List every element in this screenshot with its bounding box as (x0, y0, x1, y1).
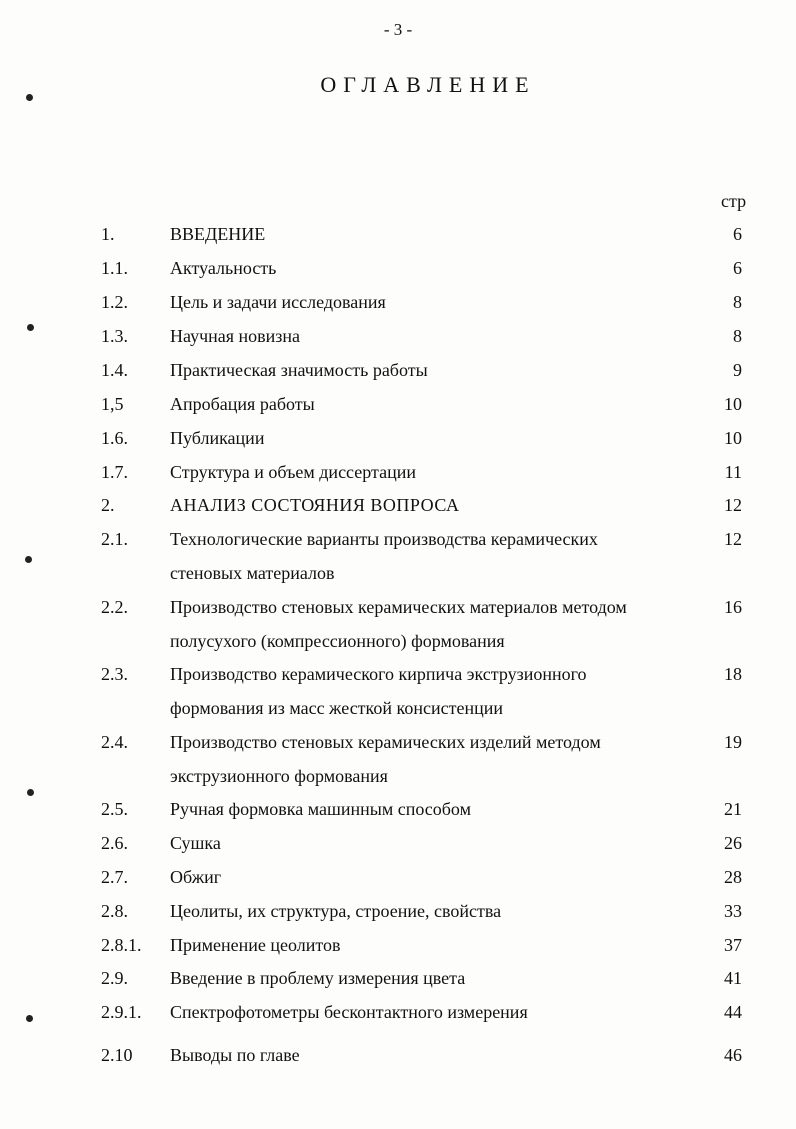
toc-entry-page: 26 (724, 833, 742, 853)
toc-entry-title: Технологические варианты производства керамических (170, 529, 598, 549)
binder-hole-mark (26, 94, 33, 101)
toc-entry-title-line2: экструзионного формования (170, 766, 388, 786)
toc-entry-number: 1.2. (101, 292, 128, 312)
toc-entry-title: Структура и объем диссертации (170, 462, 416, 482)
toc-entry-number: 2.8. (101, 901, 128, 921)
toc-entry-number: 2.6. (101, 833, 128, 853)
toc-entry-page: 28 (724, 867, 742, 887)
toc-entry-number: 1.7. (101, 462, 128, 482)
toc-entry-page: 16 (724, 597, 742, 617)
toc-entry-number: 2.9.1. (101, 1002, 142, 1022)
toc-entry-number: 2.1. (101, 529, 128, 549)
toc-entry-title: Цель и задачи исследования (170, 292, 386, 312)
toc-entry-title: Практическая значимость работы (170, 360, 428, 380)
toc-entry-number: 1,5 (101, 394, 124, 414)
toc-entry-page: 46 (724, 1045, 742, 1065)
toc-entry-number: 2.9. (101, 968, 128, 988)
toc-entry-page: 44 (724, 1002, 742, 1022)
toc-entry-number: 2.10 (101, 1045, 133, 1065)
toc-entry-title: Апробация работы (170, 394, 315, 414)
toc-entry-page: 10 (724, 428, 742, 448)
toc-entry-title: Актуальность (170, 258, 277, 278)
toc-entry-page: 18 (724, 664, 742, 684)
toc-entry-page: 33 (724, 901, 742, 921)
toc-entry-number: 2.4. (101, 732, 128, 752)
toc-entry-page: 6 (733, 258, 742, 278)
toc-entry-title: Публикации (170, 428, 265, 448)
toc-entry-title-line2: формования из масс жесткой консистенции (170, 698, 503, 718)
toc-entry-title: Применение цеолитов (170, 935, 341, 955)
binder-hole-mark (27, 789, 34, 796)
toc-entry-title: Выводы по главе (170, 1045, 300, 1065)
toc-entry-page: 12 (724, 495, 742, 515)
toc-entry-page: 37 (724, 935, 742, 955)
binder-hole-mark (26, 1015, 33, 1022)
toc-entry-number: 2.5. (101, 799, 128, 819)
binder-hole-mark (27, 324, 34, 331)
toc-entry-page: 19 (724, 732, 742, 752)
toc-entry-number: 2. (101, 495, 115, 515)
toc-entry-page: 41 (724, 968, 742, 988)
toc-entry-page: 9 (733, 360, 742, 380)
toc-entry-page: 12 (724, 529, 742, 549)
toc-entry-title: Ручная формовка машинным способом (170, 799, 471, 819)
toc-entry-title: Введение в проблему измерения цвета (170, 968, 466, 988)
toc-entry-title: Спектрофотометры бесконтактного измерения (170, 1002, 528, 1022)
toc-entry-number: 2.7. (101, 867, 128, 887)
toc-entry-number: 2.8.1. (101, 935, 142, 955)
toc-entry-title: Производство керамического кирпича экструзионного (170, 664, 587, 684)
toc-entry-page: 6 (733, 224, 742, 244)
toc-entry-title: Производство стеновых керамических изделий методом (170, 732, 601, 752)
binder-hole-mark (25, 556, 32, 563)
toc-entry-title: АНАЛИЗ СОСТОЯНИЯ ВОПРОСА (170, 495, 460, 515)
toc-entry-page: 11 (724, 462, 742, 482)
toc-entry-title-line2: стеновых материалов (170, 563, 335, 583)
toc-entry-title: Сушка (170, 833, 221, 853)
toc-entry-page: 10 (724, 394, 742, 414)
toc-entry-title: ВВЕДЕНИЕ (170, 224, 266, 244)
toc-entry-number: 1.1. (101, 258, 128, 278)
toc-entry-title-line2: полусухого (компрессионного) формования (170, 631, 505, 651)
toc-entry-title: Производство стеновых керамических материалов методом (170, 597, 627, 617)
toc-entry-page: 8 (733, 292, 742, 312)
page-number: - 3 - (383, 20, 413, 39)
page-title: ОГЛАВЛЕНИЕ (320, 72, 536, 97)
toc-entry-number: 1.6. (101, 428, 128, 448)
toc-entry-page: 21 (724, 799, 742, 819)
toc-entry-page: 8 (733, 326, 742, 346)
toc-entry-number: 1. (101, 224, 115, 244)
toc-entry-number: 2.3. (101, 664, 128, 684)
toc-entry-number: 2.2. (101, 597, 128, 617)
toc-entry-title: Научная новизна (170, 326, 301, 346)
page-column-label: стр (721, 191, 747, 211)
toc-entry-number: 1.3. (101, 326, 128, 346)
toc-entry-title: Обжиг (170, 867, 222, 887)
toc-entry-number: 1.4. (101, 360, 128, 380)
toc-entry-title: Цеолиты, их структура, строение, свойства (170, 901, 502, 921)
